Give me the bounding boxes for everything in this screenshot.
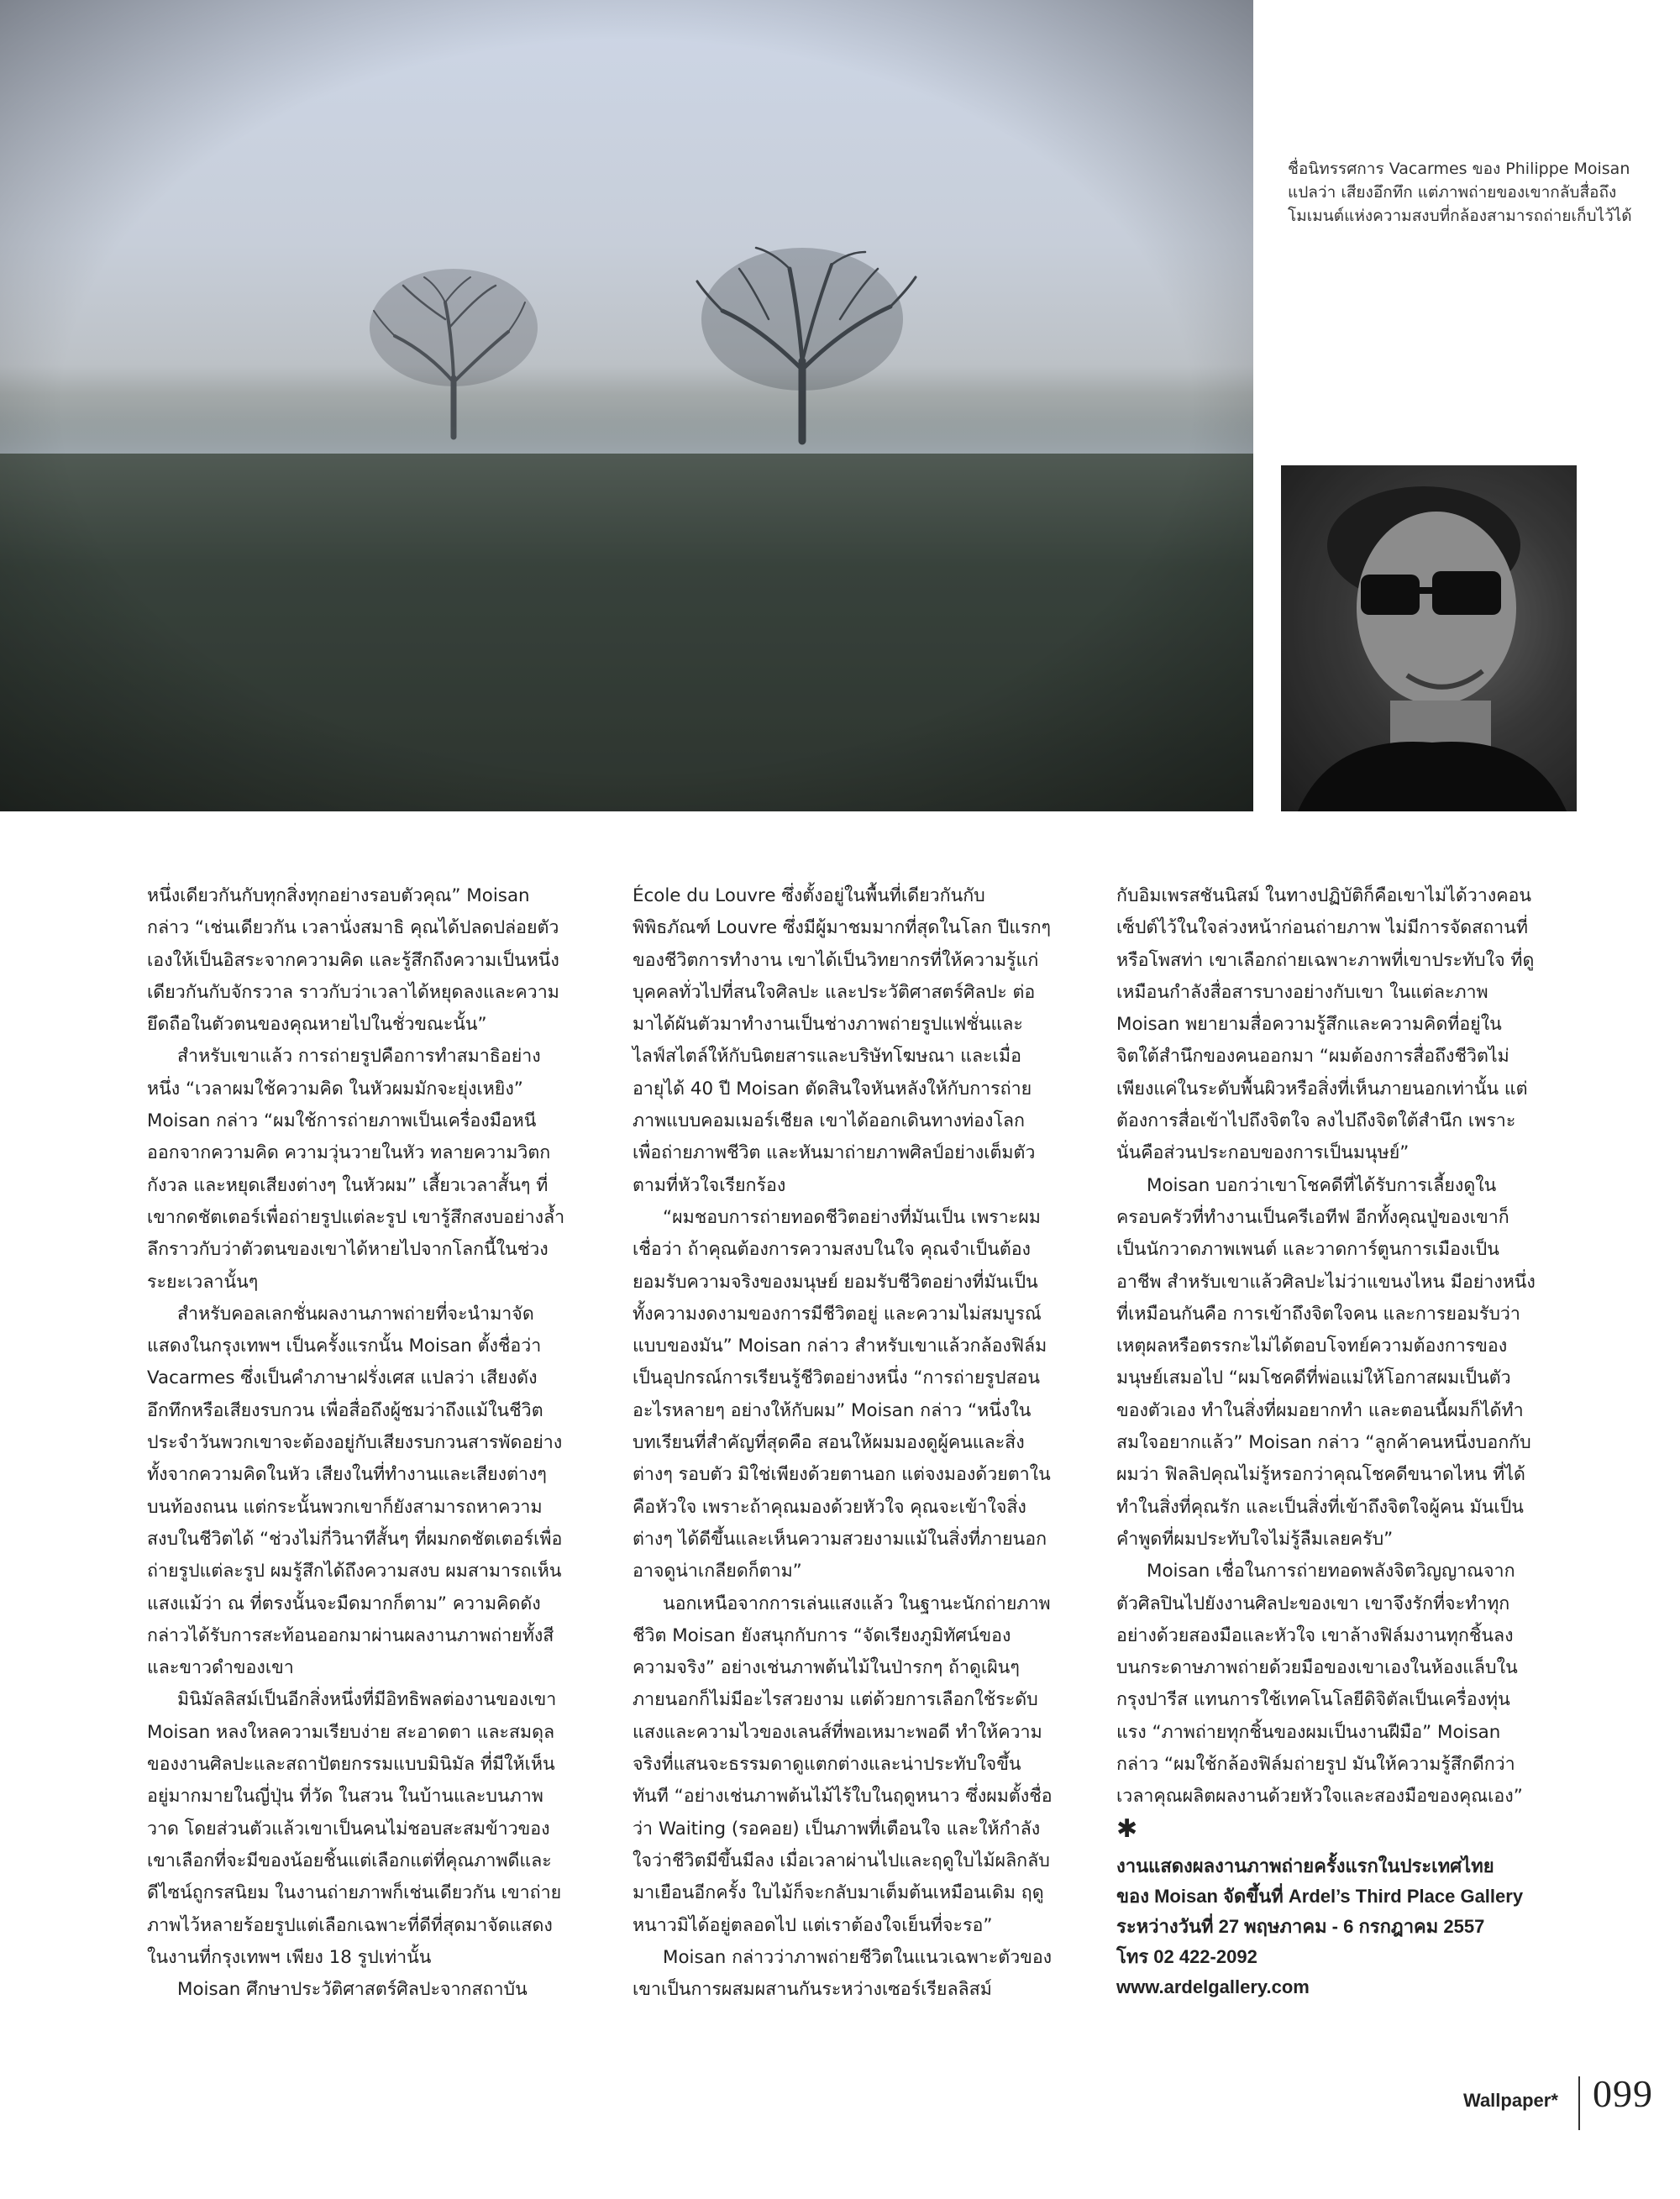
col1-paragraph: สำหรับคอลเลกชั่นผลงานภาพถ่ายที่จะนำมาจัดแสดงในกรุงเทพฯ เป็นครั้งแรกนั้น Moisan ตั้งชื่อว่า Vacarmes ซึ่งเป็นคำภาษาฝรั่งเศส แปลว่า เสียงดังอึกทึกหรือเสียงรบกวน เพื่อสื่อถึงผู้ชมว่าถึงแม้ในชีวิตประจำวันพวกเขาจะต้องอยู่กับเสียงรบกวนสารพัดอย่าง ทั้งจากความคิดในหัว เสียงในที่ทำงานและเสียงต่างๆ บนท้องถนน แต่กระนั้นพวกเขาก็ยังสามารถหาความสงบในชีวิตได้ “ช่วงไม่กี่วินาทีสั้นๆ ที่ผมกดชัตเตอร์เพื่อถ่ายรูปแต่ละรูป ผมรู้สึกได้ถึงความสงบ ผมสามารถเห็นแสงแม้ว่า ณ ที่ตรงนั้นจะมืดมากก็ตาม” ความคิดดังกล่าวได้รับการสะท้อนออกมาผ่านผลงานภาพถ่ายทั้งสีและขาวดำของเขา xyxy=(147,1303,563,1679)
col3-paragraph: Moisan เชื่อในการถ่ายทอดพลังจิตวิญญาณจากตัวศิลปินไปยังงานศิลปะของเขา เขาจึงรักที่จะทำทุกอย่างด้วยสองมือและหัวใจ เขาล้างฟิล์มงานทุกชิ้นลงบนกระดาษภาพถ่ายด้วยมือของเขาเองในห้องแล็บในกรุงปารีส แทนการใช้เทคโนโลยีดิจิตัลเป็นเครื่องทุ่นแรง “ภาพถ่ายทุกชิ้นของผมเป็นงานฝีมือ” Moisan กล่าว “ผมใช้กล้องฟิล์มถ่ายรูป มันให้ความรู้สึกดีกว่าเวลาคุณผลิตผลงานด้วยหัวใจและสองมือของคุณเอง” xyxy=(1116,1561,1523,1808)
col1-paragraph: หนึ่งเดียวกันกับทุกสิ่งทุกอย่างรอบตัวคุณ” Moisan กล่าว “เช่นเดียวกัน เวลานั่งสมาธิ คุณได้ปลดปล่อยตัวเองให้เป็นอิสระจากความคิด และรู้สึกถึงความเป็นหนึ่งเดียวกันกับจักรวาล ราวกับว่าเวลาได้หยุดลงและความยึดถือในตัวตนของคุณหายไปในชั่วขณะนั้น” xyxy=(147,885,559,1036)
col1-paragraph: Moisan ศึกษาประวัติศาสตร์ศิลปะจากสถาบัน xyxy=(177,1979,528,2001)
end-mark xyxy=(1116,1813,1536,1848)
col3-paragraph: Moisan บอกว่าเขาโชคดีที่ได้รับการเลี้ยงดูในครอบครัวที่ทำงานเป็นครีเอทีฟ อีกทั้งคุณปู่ของเขาก็เป็นนักวาดภาพเพนต์ และวาดการ์ตูนการเมืองเป็นอาชีพ สำหรับเขาแล้วศิลปะไม่ว่าแขนงไหน มีอย่างหนึ่งที่เหมือนกันคือ การเข้าถึงจิตใจคน และการยอมรับว่าเหตุผลหรือตรรกะไม่ได้ตอบโจทย์ความต้องการของมนุษย์เสมอไป “ผมโชคดีที่พ่อแม่ให้โอกาสผมเป็นตัวของตัวเอง ทำในสิ่งที่ผมอยากทำ และตอนนี้ผมก็ได้ทำสมใจอยากแล้ว” Moisan กล่าว “ลูกค้าคนหนึ่งบอกกับผมว่า ฟิลลิปคุณไม่รู้หรอกว่าคุณโชคดีขนาดไหน ที่ได้ทำในสิ่งที่คุณรัก และเป็นสิ่งที่เข้าถึงจิตใจผู้คน มันเป็นคำพูดที่ผมประทับใจไม่รู้ลืมเลยครับ” xyxy=(1116,1174,1536,1550)
exhibition-info xyxy=(1116,1851,1536,2002)
article-column-2 xyxy=(633,880,1053,2006)
col2-paragraph: นอกเหนือจากการเล่นแสงแล้ว ในฐานะนักถ่ายภาพชีวิต Moisan ยังสนุกกับการ “จัดเรียงภูมิทัศน์ของความจริง” อย่างเช่นภาพต้นไม้ในป่ารกๆ ถ้าดูเผินๆ ภายนอกก็ไม่มีอะไรสวยงาม แต่ด้วยการเลือกใช้ระดับแสงและความไวของเลนส์ที่พอเหมาะพอดี ทำให้ความจริงที่แสนจะธรรมดาดูแตกต่างและน่าประทับใจขึ้นทันที “อย่างเช่นภาพต้นไม้ไร้ใบในฤดูหนาว ซึ่งผมตั้งชื่อว่า Waiting (รอคอย) เป็นภาพที่เตือนใจ และให้กำลังใจว่าชีวิตมีขึ้นมีลง เมื่อเวลาผ่านไปและฤดูใบไม้ผลิกลับมาเยือนอีกครั้ง ใบไม้ก็จะกลับมาเต็มต้นเหมือนเดิม ฤดูหนาวมิได้อยู่ตลอดไป แต่เราต้องใจเย็นที่จะรอ” xyxy=(633,1593,1053,1936)
exhibition-website-link[interactable]: www.ardelgallery.com xyxy=(1116,1976,1310,1997)
caption-text: ชื่อนิทรรศการ Vacarmes ของ Philippe Moisan แปลว่า เสียงอึกทึก แต่ภาพถ่ายของเขากลับสื่อถึงโมเมนต์แห่งความสงบที่กล้องสามารถถ่ายเก็บไว้ได้ xyxy=(1288,160,1632,225)
col1-paragraph: สำหรับเขาแล้ว การถ่ายรูปคือการทำสมาธิอย่างหนึ่ง “เวลาผมใช้ความคิด ในหัวผมมักจะยุ่งเหยิง” Moisan กล่าว “ผมใช้การถ่ายภาพเป็นเครื่องมือหนีออกจากความคิด ความวุ่นวายในหัว ทลายความวิตกกังวล และหยุดเสียงต่างๆ ในหัวผม” เสี้ยวเวลาสั้นๆ ที่เขากดชัตเตอร์เพื่อถ่ายรูปแต่ละรูป เขารู้สึกสงบอย่างล้ำลึกราวกับว่าตัวตนของเขาได้หายไปจากโลกนี้ในช่วงระยะเวลานั้นๆ xyxy=(147,1046,565,1293)
page-number: 099 xyxy=(1593,2072,1653,2115)
asterisk-icon: ✱ xyxy=(1116,1813,1138,1844)
col3-paragraph: กับอิมเพรสชันนิสม์ ในทางปฏิบัติก็คือเขาไม่ได้วางคอนเซ็ปต์ไว้ในใจล่วงหน้าก่อนถ่ายภาพ ไม่มีการจัดสถานที่ หรือโพสท่า เขาเลือกถ่ายเฉพาะภาพที่เขาประทับใจ ที่ดูเหมือนกำลังสื่อสารบางอย่างกับเขา ในแต่ละภาพ Moisan พยายามสื่อความรู้สึกและความคิดที่อยู่ในจิตใต้สำนึกของคนออกมา “ผมต้องการสื่อถึงชีวิตไม่เพียงแค่ในระดับพื้นผิวหรือสิ่งที่เห็นภายนอกเท่านั้น แต่ต้องการสื่อเข้าไปถึงจิตใจ ลงไปถึงจิตใต้สำนึก เพราะนั่นคือส่วนประกอบของการเป็นมนุษย์” xyxy=(1116,885,1535,1164)
misty-field-photo xyxy=(0,0,1253,811)
footer-divider xyxy=(1578,2076,1580,2130)
exhibition-phone: โทร 02 422-2092 xyxy=(1116,1945,1257,1967)
article-column-1 xyxy=(147,880,567,2006)
col1-paragraph: มินิมัลลิสม์เป็นอีกสิ่งหนึ่งที่มีอิทธิพลต่องานของเขา Moisan หลงใหลความเรียบง่าย สะอาดตา และสมดุลของงานศิลปะและสถาปัตยกรรมแบบมินิมัล ที่มีให้เห็นอยู่มากมายในญี่ปุ่น ที่วัด ในสวน ในบ้านและบนภาพวาด โดยส่วนตัวแล้วเขาเป็นคนไม่ชอบสะสมข้าวของ เขาเลือกที่จะมีของน้อยชิ้นแต่เลือกแต่ที่คุณภาพดีและดีไซน์ถูกรสนิยม ในงานถ่ายภาพก็เช่นเดียวกัน เขาถ่ายภาพไว้หลายร้อยรูปแต่เลือกเฉพาะที่ดีที่สุดมาจัดแสดงในงานที่กรุงเทพฯ เพียง 18 รูปเท่านั้น xyxy=(147,1689,562,1968)
exhibition-line: ของ Moisan จัดขึ้นที่ Ardel’s Third Place Gallery xyxy=(1116,1885,1524,1907)
photo-caption xyxy=(1288,157,1649,228)
col2-paragraph: “ผมชอบการถ่ายทอดชีวิตอย่างที่มันเป็น เพราะผมเชื่อว่า ถ้าคุณต้องการความสงบในใจ คุณจำเป็นต้องยอมรับความจริงของมนุษย์ ยอมรับชีวิตอย่างที่มันเป็น ทั้งความงดงามของการมีชีวิตอยู่ และความไม่สมบูรณ์แบบของมัน” Moisan กล่าว สำหรับเขาแล้วกล้องฟิล์มเป็นอุปกรณ์การเรียนรู้ชีวิตอย่างหนึ่ง “การถ่ายรูปสอนอะไรหลายๆ อย่างให้กับผม” Moisan กล่าว “หนึ่งในบทเรียนที่สำคัญที่สุดคือ สอนให้ผมมองดูผู้คนและสิ่งต่างๆ รอบตัว มิใช่เพียงด้วยตานอก แต่จงมองด้วยตาในคือหัวใจ เพราะถ้าคุณมองด้วยหัวใจ คุณจะเข้าใจสิ่งต่างๆ ได้ดีขึ้นและเห็นความสวยงามแม้ในสิ่งที่ภายนอกอาจดูน่าเกลียดก็ตาม” xyxy=(633,1206,1051,1582)
col2-paragraph: Moisan กล่าวว่าภาพถ่ายชีวิตในแนวเฉพาะตัวของเขาเป็นการผสมผสานกันระหว่างเซอร์เรียลลิสม์ xyxy=(633,1946,1053,2001)
exhibition-line: งานแสดงผลงานภาพถ่ายครั้งแรกในประเทศไทย xyxy=(1116,1855,1494,1876)
magazine-brand: Wallpaper* xyxy=(1463,2090,1558,2111)
col2-paragraph: École du Louvre ซึ่งตั้งอยู่ในพื้นที่เดียวกันกับพิพิธภัณฑ์ Louvre ซึ่งมีผู้มาชมมากที่สุดในโลก ปีแรกๆ ของชีวิตการทำงาน เขาได้เป็นวิทยากรที่ให้ความรู้แก่บุคคลทั่วไปที่สนใจศิลปะ และประวัติศาสตร์ศิลปะ ต่อมาได้ผันตัวมาทำงานเป็นช่างภาพถ่ายรูปแฟชั่นและไลฟ์สไตล์ให้กับนิตยสารและบริษัทโฆษณา และเมื่ออายุได้ 40 ปี Moisan ตัดสินใจหันหลังให้กับการถ่ายภาพแบบคอมเมอร์เชียล เขาได้ออกเดินทางท่องโลกเพื่อถ่ายภาพชีวิต และหันมาถ่ายภาพศิลป์อย่างเต็มตัวตามที่หัวใจเรียกร้อง xyxy=(633,885,1052,1196)
exhibition-dates: ระหว่างวันที่ 27 พฤษภาคม - 6 กรกฎาคม 2557 xyxy=(1116,1915,1485,1937)
portrait-photo xyxy=(1281,465,1577,811)
article-column-3 xyxy=(1116,880,1536,2002)
